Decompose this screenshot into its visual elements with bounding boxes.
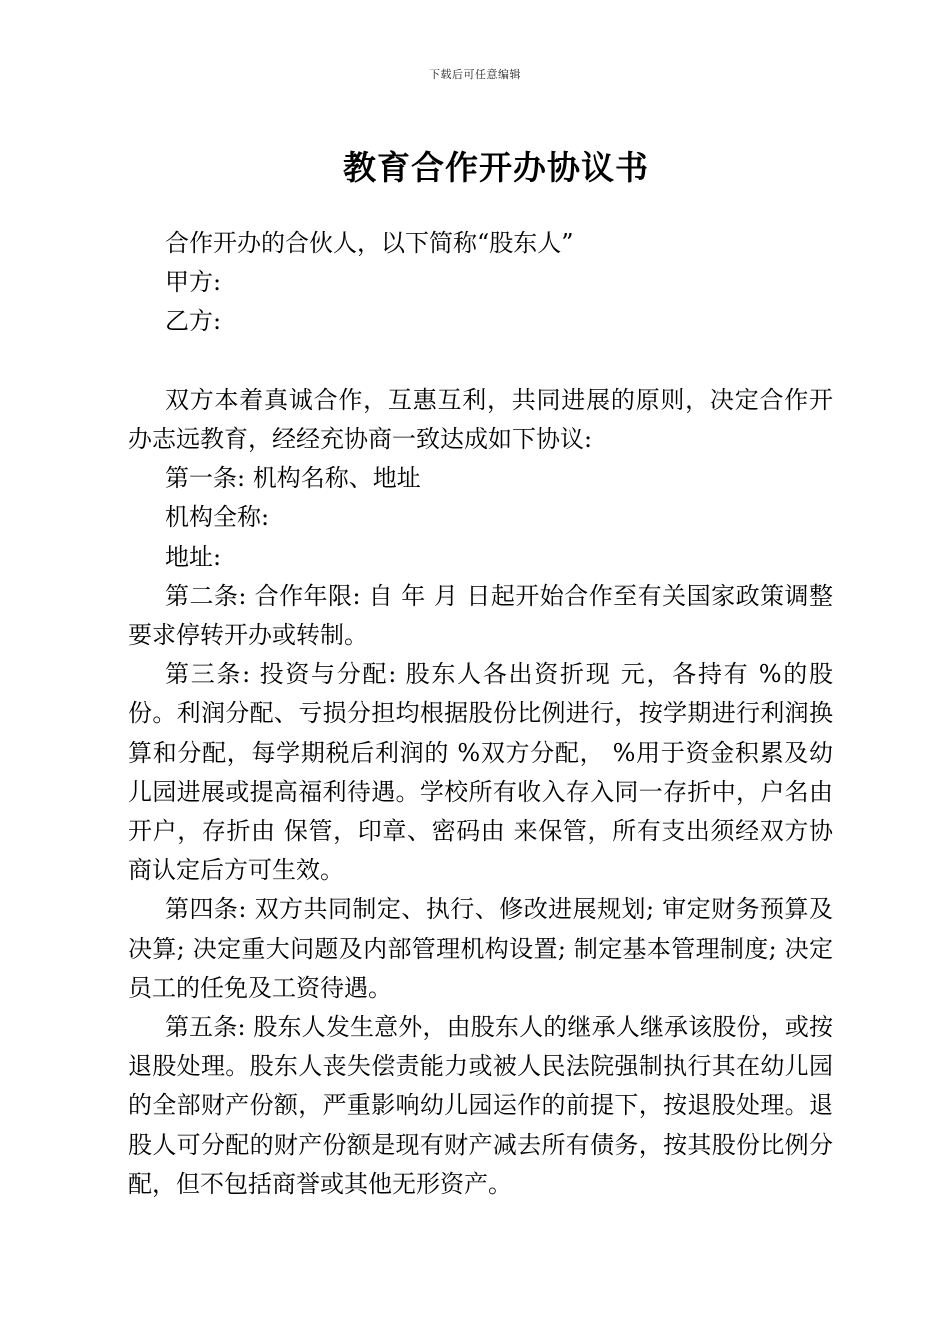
article4-paragraph: 第四条: 双方共同制定、执行、修改进展规划; 审定财务预算及决算; 决定重大问题及内部管理机构设置; 制定基本管理制度; 决定员工的任免及工资待遇。 <box>128 895 833 1002</box>
article3-paragraph: 第三条: 投资与分配: 股东人各出资折现 元，各持有 %的股份。利润分配、亏损分担均根据股份比例进行，按学期进行利润换算和分配，每学期税后利润的 %双方分配， %用于资金积累及幼儿园进展或提高福利待遇。学校所有收入存入同一存折中，户名由 开户，存折由 保管，印章、密码由 来保管，所有支出须经双方协商认定后方可生效。 <box>128 660 833 885</box>
article2-paragraph: 第二条: 合作年限: 自 年 月 日起开始合作至有关国家政策调整要求停转开办或转制。 <box>128 581 833 649</box>
preamble-paragraph: 双方本着真诚合作，互惠互利，共同进展的原则，决定合作开办志远教育，经经充协商一致达成如下协议: <box>128 385 833 453</box>
partners-line: 合作开办的合伙人，以下简称“股东人” <box>165 229 574 257</box>
article1-heading: 第一条: 机构名称、地址 <box>165 464 421 493</box>
institution-address-label: 地址: <box>165 542 222 571</box>
article5-paragraph: 第五条: 股东人发生意外，由股东人的继承人继承该股份，或按退股处理。股东人丧失偿责能力或被人民法院强制执行其在幼儿园的全部财产份额，严重影响幼儿园运作的前提下，按退股处理。退股人可分配的财产份额是现有财产减去所有债务，按其股份比例分配，但不包括商誉或其他无形资产。 <box>128 1012 833 1198</box>
party-b-label: 乙方: <box>165 307 222 336</box>
blank-line <box>128 342 833 381</box>
document-body <box>128 224 833 1204</box>
page-header-note: 下载后可任意编辑 <box>429 68 521 81</box>
document-title: 教育合作开办协议书 <box>343 148 649 187</box>
institution-full-name-label: 机构全称: <box>165 503 270 532</box>
party-a-label: 甲方: <box>165 268 222 297</box>
